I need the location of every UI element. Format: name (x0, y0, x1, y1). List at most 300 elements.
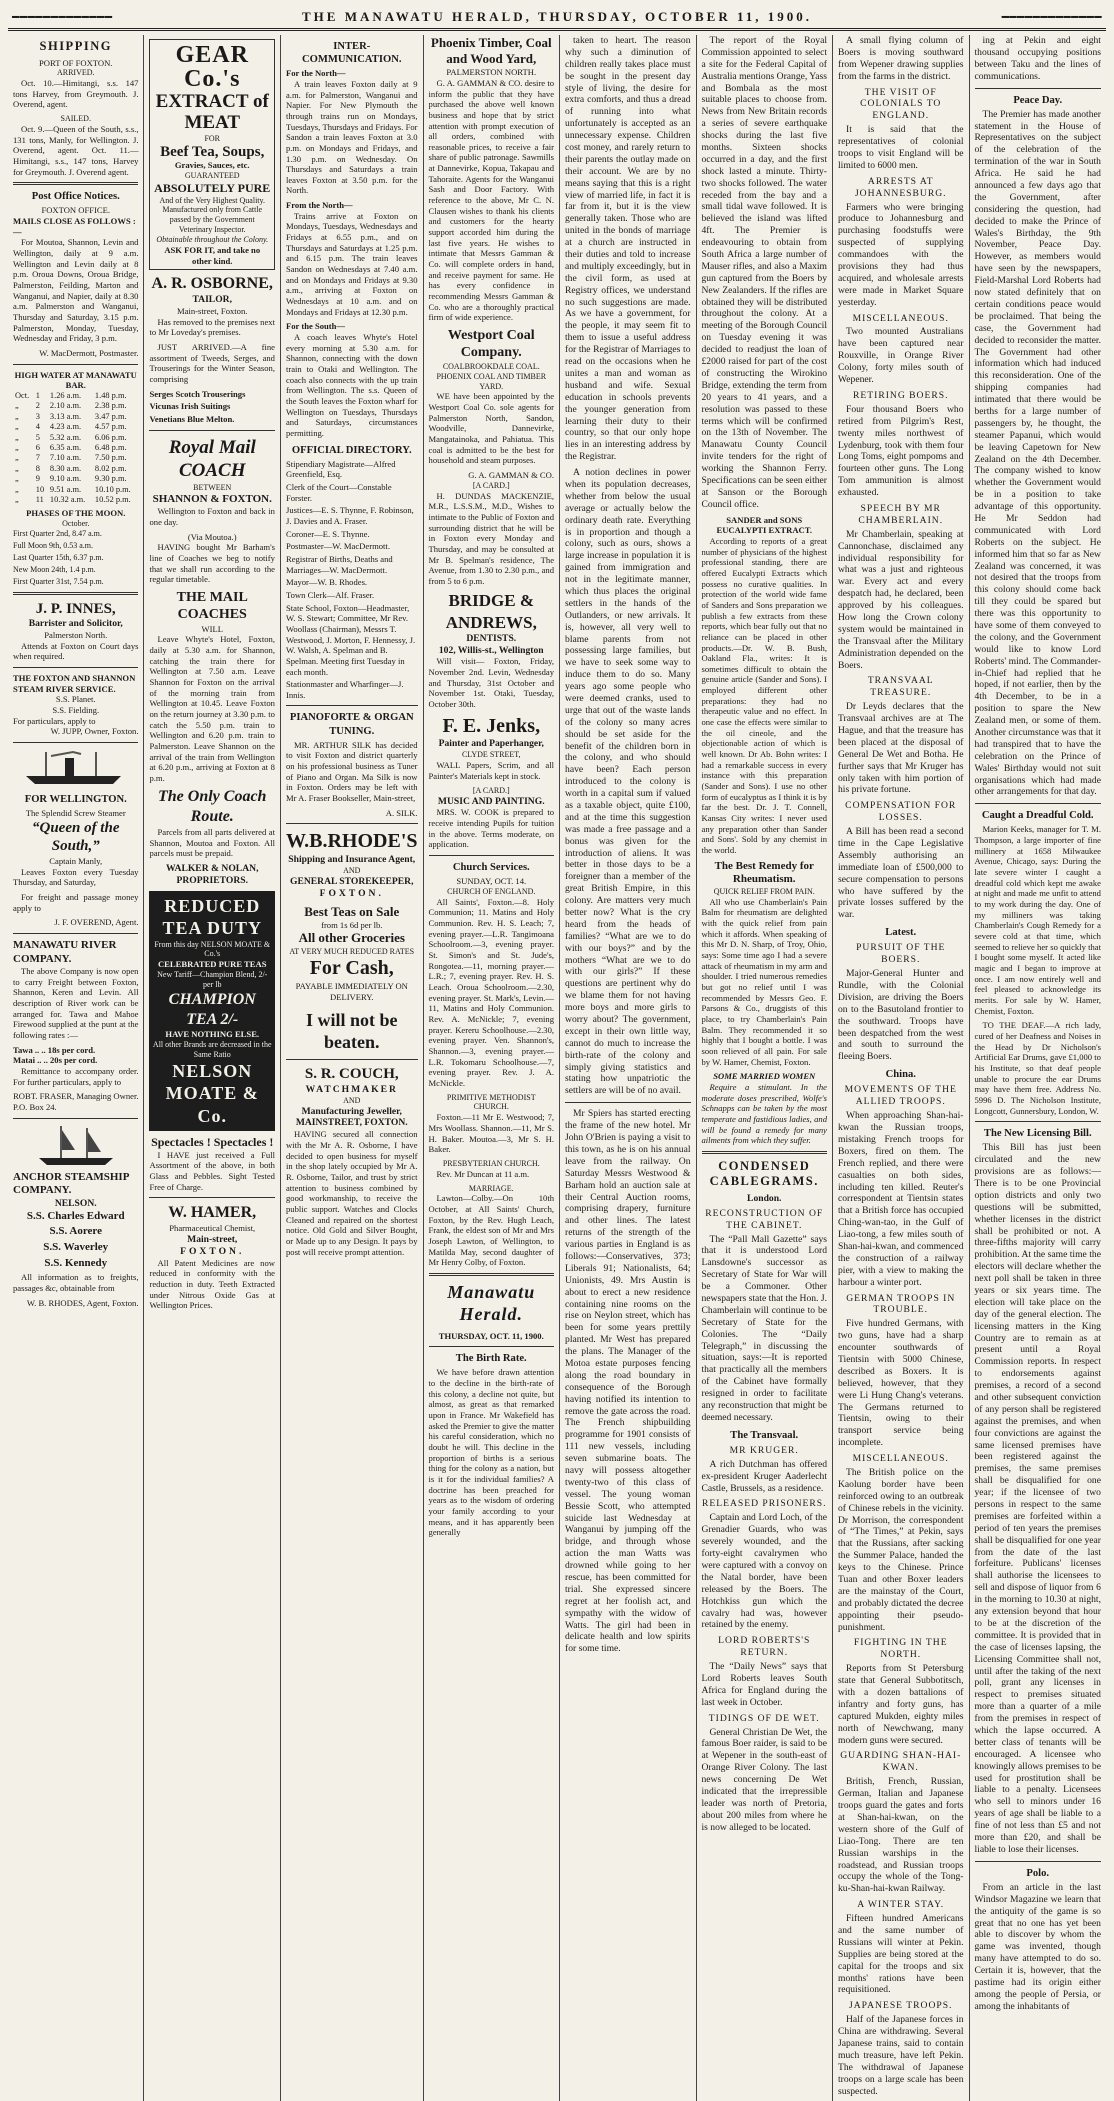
church-of-england: CHURCH OF ENGLAND. (447, 886, 536, 896)
anchor-ship-list (13, 1210, 138, 1271)
river-rate-tawa: Tawa .. .. 18s per cord. (13, 1044, 96, 1055)
westport-coal-text: WE have been appointed by the Westport Coal Co. sole agents for Palmerston North, Sandon, Woodville, Dannevirke, Mangatainoka, and Pahiatua. This coal is admitted to be the best for household and steam purposes. (428, 391, 555, 466)
primitive-methodist-text: Foxton.—11 Mr E. Westwood; 7, Mrs Woollass. Shannon.—11, Mr S. H. Baker. Moutoa.—3, Mr S. H. Baker. (428, 1112, 555, 1155)
wellington-agent: J. F. OVEREND, Agent. (54, 917, 139, 928)
tide-cell: 3.13 a.m. (49, 411, 82, 421)
transvaal-treasure-text: Dr Leyds declares that the Transvaal archives are at The Hague, and that the treasure has been placed at the disposal of General De Wet and Botha. He further says that Mr Kruger has only taken with him portion of his private fortune. (838, 701, 964, 796)
tide-cell: 11 (35, 495, 44, 505)
postmaster-sign: W. MacDermott, Postmaster. (39, 347, 139, 358)
tide-cell: Oct. (15, 390, 30, 400)
birth-rate-text-continued: taken to heart. The reason why such a diminution of children really takes place must be sought in the present day style of living, the desire for extra comforts, and thus a dread of running into what unfortunately is accepted as an unnecessary expense. Children cost money, and rarely return to their parents the outlay made on their account. We are by no means saying that this is a right view of married life, in fact it is far from it, but it is the view generally taken. Those who are united in the bonds of marriage at a church are instructed in their duties and told to increase and multiply exceedingly, but in the civil form, as used at Registry offices, we understand no such suggestions are made. As we have a government, for the people, it may seem fit to them to issue a useful address for the Registrar of Marriages to read on the occasions when he unites a man and woman as husband and wife. Sexual education in schools prevents the younger generation from learning their duty to their country, so that our only hope lies in an interesting address by the Registrar. (565, 35, 691, 463)
tide-cell: „ (15, 442, 19, 452)
tide-cell: 4 (35, 422, 40, 432)
nelson-moate-line-5: All other Brands are decreased in the Same Ratio (152, 1040, 272, 1059)
river-company-text-2: Remittance to accompany order. For further particulars, apply to (13, 1066, 139, 1087)
rhodes-title: W.B.RHODE'S (285, 830, 418, 853)
tide-cell: 1.48 p.m. (94, 390, 127, 400)
tide-cell: 10 (35, 484, 45, 494)
married-women-title: SOME MARRIED WOMEN (713, 1071, 816, 1082)
foxton-shannon-title: THE FOXTON AND SHANNON STEAM RIVER SERVICE. (13, 673, 136, 694)
colonials-visit-text: It is said that the representatives of colonial troops to visit England will be limited to 6000 men. (838, 124, 964, 171)
directory-entry: Clerk of the Court—Constable Forster. (285, 482, 392, 503)
gear-obtainable: Obtainable throughout the Colony. (156, 235, 269, 245)
divider (13, 1118, 138, 1119)
mackenzie-text: H. DUNDAS MACKENZIE, M.R., L.S.S.M., M.D., Wishes to intimate to the Public of Foxton and surrounding district that he will be in Foxton every Monday and Thursday, and may be consulted at Mr B. Spelman's residence, The Avenue, from 1.30 to 2.30 p.m., and from 5 to 6 p.m. (428, 490, 555, 586)
couch-trade: WATCHMAKER (305, 1083, 398, 1095)
wellington-text: Leaves Foxton every Tuesday Thursday, and Saturday, (13, 866, 139, 888)
tide-table (13, 391, 138, 506)
church-services-title: Church Services. (452, 862, 530, 874)
tide-cell: 2 (35, 401, 40, 411)
foxton-shannon-ship: S.S. Planet. (55, 694, 96, 705)
gear-gravies: Gravies, Sauces, etc. (174, 160, 250, 171)
tide-cell: 6 (35, 442, 40, 452)
rheumatism-sub: QUICK RELIEF FROM PAIN. (713, 886, 815, 896)
column-2 (144, 35, 281, 2101)
tide-cell: „ (15, 474, 19, 484)
gear-extract: EXTRACT of MEAT (155, 90, 269, 133)
osborne-item: Venetians Blue Melton. (149, 414, 235, 425)
tide-cell: 7 (35, 453, 40, 463)
anchor-ship-name: S.S. Waverley (43, 1241, 109, 1254)
tide-cell: 7.50 p.m. (94, 453, 127, 463)
nelson-moate-champion: CHAMPION TEA 2/- (168, 990, 256, 1028)
divider (429, 855, 555, 856)
nelson-moate-advert (149, 891, 275, 1131)
herald-title: Manawatu Herald. (447, 1282, 536, 1325)
divider (286, 705, 418, 706)
lord-roberts-title: LORD ROBERTS'S RETURN. (718, 1635, 811, 1659)
de-wet-text: General Christian De Wet, the famous Boer raider, is said to be at Wepener in the south-east of Orange River Colony. The last news concerning De Wet indicated that the irrepressible leader was north of Pretoria, about 200 miles from where he is now alleged to be located. (701, 1726, 827, 1833)
river-rate-matai: Matai .. .. 20s per cord. (13, 1055, 98, 1066)
couch-and: AND (343, 1095, 361, 1105)
foxton-shannon-agent: W. JUPP, Owner, Foxton. (50, 726, 139, 737)
osborne-place: Main-street, Foxton. (177, 306, 248, 317)
tide-cell: „ (15, 495, 19, 505)
spectacles-title: Spectacles ! Spectacles ! (151, 1134, 274, 1149)
birth-rate-title: The Birth Rate. (455, 1353, 527, 1365)
directory-entry: Justices—E. S. Thynne, F. Robinson, J. Davies and A. Fraser. (285, 505, 414, 526)
tide-row (13, 474, 138, 484)
church-services-date: SUNDAY, OCT. 14. (456, 876, 527, 887)
royal-mail-route: SHANNON & FOXTON. (152, 492, 272, 505)
card-label-2: [A CARD.] (472, 785, 510, 795)
phoenix-text: G. A. GAMMAN & CO. desire to inform the public that they have purchased the above well known business and hope that by strict attention with prompt execution of all orders, combined with reasonable prices, to receive a fair share of public patronage. Sawmills at Dannevirke, Kopua, Takapau and Tahoraite. Agents for the Wanganui Sash and Door Factory. With reference to the above, Mr C. N. Clausen wishes to thank his clients and customers for the hearty support accorded him during the last five years. He wishes to intimate that Messrs Gamman & Co. will complete orders in hand, and receive payment for same. He has every confidence in recommending Messrs Gamman & Co. who are a thoroughly practical firm of wide experience. (428, 77, 555, 323)
masthead-rule-left: ━━━━━━━━━━━━━ (12, 9, 113, 24)
tide-cell: „ (15, 432, 19, 442)
foxton-shannon-text: For particulars, apply to (13, 715, 96, 726)
reconstruction-title: RECONSTRUCTION OF THE CABINET. (705, 1207, 824, 1231)
royal-mail-text-2: HAVING bought Mr Barham's line of Coaches we beg to notify that we shall run according to the regular timetable. (149, 542, 275, 585)
hamer-name: W. HAMER, (168, 1204, 257, 1222)
news-items: The report of the Royal Commission appointed to select a site for the Federal Capital of Australia mentions Orange, Yass and Bombala as the most suitable places to choose from. News from New Britain records a series of severe earthquake shocks during the last five months. Sixteen shocks occurred in a day, and the first shock lasted a minute. Thirty-two shocks followed. The water receded from the bay and a small tidal wave followed. It is believed the island was lifted 4ft. The Premier is endeavouring to obtain from South Africa a large number of Mauser rifles, and also a Maxim gun captured from the Boers by New Zealanders. If the rifles are obtained they will be distributed throughout the colony. At a meeting of the Borough Council on Tuesday evening it was decided to readjust the loan of £2000 raised for part of the cost of constructing the Wirokino Bridge, extending the term from 20 years to 41 years, and a resolution was passed to these terms which will be confirmed on the 13th of November. The Manawatu County Council invite tenders for the right of working the Shannon Ferry. Specifications can be seen either at Sanson or the Borough Council office. (701, 35, 828, 510)
card-label: [A CARD.] (472, 480, 510, 490)
rhodes-groceries-rates: AT VERY MUCH REDUCED RATES (289, 946, 415, 956)
rheumatism-text: All who use Chamberlain's Pain Balm for rheumatism are delighted with the quick relief from pain which it affords. When speaking of this Mr D. N. Sharp, of Troy, Ohio, says: Some time ago I had a severe attack of rheumatism in my arm and shoulder. I tried numerous remedies but got no relief until I was recommended by Messrs Geo. F. Parsons & Co., druggists of this place, to try Chamberlain's Pain Balm. They recommended it so highly that I bought a bottle. I was soon relieved of all pain. For sale by W. Hamer, Chemist, Foxton. (701, 896, 827, 1067)
moon-month: October. (62, 519, 90, 529)
guarding-text: British, French, Russian, German, Italian and Japanese troops guard the gates and forts at Shan-hai-kwan, on the western shore of the Gulf of Liao-Tong. There are ten Russian warships in the roadstead, and Russian troops occupy the whole of the Tong-ku-Shan-hai-kwan Railway. (838, 1776, 964, 1895)
innes-text: Attends at Foxton on Court days when required. (13, 640, 139, 662)
divider (149, 1197, 275, 1198)
directory-entry: Coroner—E. S. Thynne. (285, 528, 370, 539)
river-company-title: MANAWATU RIVER COMPANY. (13, 938, 117, 965)
innes-place: Palmerston North. (44, 630, 108, 641)
mail-coaches-will: WILL (201, 623, 223, 634)
winter-stay-text: Fifteen hundred Americans and the same number of Russians will winter at Pekin. Supplies are being stored at the capital for the troops and six months' rations have been requisitioned. (838, 1913, 964, 1996)
tide-row (13, 485, 138, 495)
divider (13, 592, 138, 595)
mail-coaches-title: THE MAIL COACHES (176, 589, 248, 623)
german-troops-title: GERMAN TROOPS IN TROUBLE. (846, 1292, 956, 1316)
osborne-text: Has removed to the premises next to Mr Loveday's premises. (149, 316, 275, 338)
tide-cell: 4.23 a.m. (49, 422, 82, 432)
church-services-text: All Saints', Foxton.—8. Holy Communion; 11. Matins and Holy Communion. Rev. H. S. Leach; 7, evening prayer.—L.R. Tangimoana Schoolroom.—3, evening prayer. St. Simon's and St. Jude's, Rongotea.—11, morning prayer.—L.R.; 7, evening prayer. Rev. H. S. Leach. Oroua Schoolroom.—2.30, evening prayer. St. Mark's, Levin.—11, Matins and Holy Communion. Rev. A. McNickle; 7, evening prayer. Kereru Schoolhouse.—2.30, evening prayer. Ven. Shannon's, Shannon.—3, evening prayer.—L.R. Tokomaru Schoolhouse.—7, evening prayer. Rev. J. A. McNickle. (428, 896, 555, 1088)
divider (429, 1273, 555, 1276)
bridge-andrews-title: BRIDGE & ANDREWS, (445, 591, 537, 632)
jenks-title: F. E. Jenks, (442, 714, 541, 737)
column-7 (833, 35, 970, 2101)
mails-text: For Moutoa, Shannon, Levin and Wellington, daily at 9 a.m. Wellington and Levin daily at 8 p.m. Oroua Downs, Oroua Bridge, Palmerston, Feilding, Marton and Wanganui, and Napier, daily at 8.30 a.m. Palmerston and Wanganui, Thursday and Saturday, 3.15 p.m. Palmerston, Monday, Tuesday, Wednesday and Friday, 3 p.m. (13, 237, 139, 344)
column-5 (560, 35, 696, 2101)
rhodes-cash: For Cash, (309, 957, 394, 980)
column-1 (8, 35, 144, 2101)
from-north-heading: From the North— (285, 200, 353, 211)
music-title: MUSIC AND PAINTING. (437, 795, 545, 807)
moon-phase-item: First Quarter 2nd, 8.47 a.m. (13, 529, 102, 539)
directory-entry: Stationmaster and Wharfinger—J. Innis. (285, 679, 404, 700)
rhodes-line-1: Shipping and Insurance Agent, (288, 854, 416, 866)
de-wet-title: TIDINGS OF DE WET. (708, 1712, 820, 1724)
nelson-moate-title: REDUCED TEA DUTY (162, 895, 262, 939)
pekin-text: ing at Pekin and eight thousand occupying positions between Taku and the lines of communications. (974, 35, 1101, 82)
lord-roberts-text: The “Daily News” says that Lord Roberts leaves South Africa for England during the last week in October. (701, 1661, 827, 1708)
tide-cell: 1 (35, 390, 40, 400)
arrests-text: Farmers who were bringing produce to Johannesburg and purchasing foodstuffs were suspected of supplying commandoes with the provisions they had thus acquired, and wholesale arrests were made in Market Square yesterday. (838, 201, 964, 308)
wellington-title: FOR WELLINGTON. (24, 793, 127, 805)
compensation-text: A Bill has been read a second time in the Cape Legislative Assembly authorising an immediate loan of £500,000 to secure compensation to persons who have suffered by the private losses suffered by the war. (838, 826, 964, 921)
miscellaneous-2-title: MISCELLANEOUS. (852, 1453, 949, 1465)
eucalypti-text: According to reports of a great number of physicians of the highest professional standing, there are offered Eucalypti Extracts which possess no curative qualities. In protection of the world wide fame of Sanders and Sons preparation we publish a few extracts from these reports, which bear fully out that no reliance can be placed in other products.—Dr. W. B. Bush, Oakland Fla., writes: It is sometimes difficult to obtain the genuine article (Sander and Sons). I employed different other preparations: they had no therapeutic value and no effect. In one case the effects were similar to the oil cineole, and the objectionable action of which is well known. Dr Ab. Bohn writes: I had a remarkable success in every instance with this preparation (Sander and Sons). I use no other form of eucalyptus as I think it is by far the best. Dr. J. T. Connell, Kansas City writes: I never used any preparation other than Sander and Sons'. Sold by any chemist in the world. (701, 535, 827, 855)
jenks-street: CLYDE STREET, (461, 750, 521, 760)
herald-date: THURSDAY, OCT. 11, 1900. (438, 1330, 544, 1341)
tide-cell: 2.38 p.m. (94, 401, 127, 411)
gear-pure: ABSOLUTELY PURE (154, 180, 271, 195)
columns (8, 35, 1106, 2097)
marriage-text: Lawton—Colby.—On 10th October, at All Saints' Church, Foxton, by the Rev. Hugh Leach, Frank, the eldest son of Mr and Mrs Joseph Lawton, of Wellington, to Matilda May, second daughter of Mr Henry Colby, of Foxton. (428, 1193, 555, 1268)
kruger-text: A rich Dutchman has offered ex-president Kruger Aaderlecht Castle, Brussels, as a residence. (701, 1458, 827, 1494)
osborne-text-2: JUST ARRIVED.—A fine assortment of Tweeds, Serges, and Trouserings for the Winter Season, comprising (149, 342, 275, 385)
pursuit-title: PURSUIT OF THE BOERS. (856, 942, 946, 966)
gear-beef-tea: Beef Tea, Soups, (160, 143, 265, 160)
dreadful-cold-title: Caught a Dreadful Cold. (981, 810, 1094, 822)
rhodes-tea: Best Teas on Sale (304, 903, 400, 919)
moon-phase-item: Full Moon 9th, 0.53 a.m. (13, 540, 94, 550)
anchor-ship-name: S.S. Aorere (49, 1225, 102, 1238)
bridge-andrews-text: Will visit— Foxton, Friday, November 2nd. Levin, Wednesday and Thursday, 31st October and November 1st. Otaki, Tuesday, October 30th. (428, 656, 555, 710)
marriage-title: MARRIAGE. (468, 1183, 514, 1193)
birth-rate-text-2: A notion declines in power when its population decreases, whether from below the usual average or actually below the ordinary death rate. Everything is in proportion and though a colony, such as ours, shows a large increase in population it is gained from immigration and not in the legitimate manner, which thus places the original settlers in the hands of the Outlanders, or new arrivals. It is, however, all very well to blame parents from not possessing large families, but we have to seek some way to induce them to do so. Many years ago some people who were deemed cranks, used to urge that out of the waste lands of the colony so many acres should be set aside for the benefit of the children born in the colony, and who should have been? Each person introduced to the colony is worth in a capital sum if valued as a taxable object, quite £100, and at the time this suggestion was made a free passage and a bonus was given for the introduction of aliens. It was better in those days to be a foreigner than a member of the great British Empire, in this colony. Are matters very much better now? What is the cry heard from the heads of families? “What are we to do with our boys?” and by the mothers “What are we to do with our girls?” If these questions are pertinent why do we blame them for not having more boys and more girls to worry about? The government, except in their own little way, cannot do much to increase the birth-rate of the colony and simply giving statistics and stating how unpatriotic the settlers are will be of no avail. (565, 467, 691, 1097)
peace-day-text: The Premier has made another statement in the House of Representatives on the subject of the celebration of the termination of the war in South Africa. He said he had announced a few days ago that the Government, after considering the question, had decided to make the Prince of Wales's Birthday, the 9th November, Peace Day. However, as members would have seen by the newspapers, Field-Marshal Lord Roberts had now stated definitely that on certain conditions peace would be proclaimed. That being the case, the Government had decided to reconsider the matter. The Government had other information which had induced this reconsideration. One of the shipping companies had intimated that there would be berths for a large number of passengers by, he thought, the steamer Papanui, which would be leaving Capetown for New Zealand on the 4th December. The company wished to know whether the Government would be in a position to take advantage of this opportunity. He Mr Seddon had communicated with Lord Roberts on the subject. He informed him that so far as New Zealand was concerned, it was not desired that the troops from this colony should come back till they could be spared but there was this opportunity to have some of them conveyed to the colony, and the Government would like to know Lord Roberts' mind. The Commander-in-Chief had replied that he hoped, if not earlier, then by the 4th December, to be in a position to spare the New Zealand men, or some of them. Another circumstance was that it had transpired that to have the celebration on the Prince of Wales' Birthday would not suit organisations which had made other arrangements for that day. (974, 108, 1101, 798)
licensing-bill-title: The New Licensing Bill. (983, 1128, 1092, 1140)
steamship-icon (21, 748, 131, 788)
pianoforte-title: PIANOFORTE & ORGAN TUNING. (289, 712, 414, 737)
tide-row (13, 443, 138, 453)
tide-cell: 10.52 p.m. (94, 495, 131, 505)
polo-text: From an article in the last Windsor Magazine we learn that the antiquity of the game is so great that no one has yet been able to discover by whom the game was invented, though many have attempted to do so. Certain it is, however, that the pastime had its origin either among the people of Persia, or among the inhabitants of (974, 1881, 1101, 2012)
post-office-name: FOXTON OFFICE. (41, 205, 111, 216)
divider (286, 1059, 418, 1060)
gear-title: GEAR Co.'s (175, 42, 249, 93)
music-text: MRS. W. COOK is prepared to receive intending Pupils for tuition in the above. Terms moderate, on application. (428, 807, 555, 850)
river-company-agent: ROBT. FRASER, Managing Owner. (13, 1091, 139, 1102)
rhodes-and: AND (343, 866, 361, 875)
rhodes-cash-terms: PAYABLE IMMEDIATELY ON DELIVERY. (295, 981, 408, 1002)
german-troops-text: Five hundred Germans, with two guns, have had a sharp encounter southwards of Tientsin with 5000 Chinese, described as Boxers. It is believed, however, that they were Li Hung Chang's veterans. The Germans returned to Tientsin, owing to their transport service being incomplete. (838, 1318, 964, 1449)
tide-cell: „ (15, 401, 19, 411)
river-company-text: The above Company is now open to carry Freight between Foxton, Shannon, Keren and Levin. All description of River work can be arranged for. Tawa and Mahoe Firewood supplied at the punt at the following rates :— (13, 966, 139, 1041)
nelson-moate-line-4: HAVE NOTHING ELSE. (165, 1029, 260, 1040)
tide-row (13, 412, 138, 422)
gear-guaranteed: GUARANTEED (184, 170, 240, 180)
royal-mail-between: BETWEEN (193, 482, 232, 492)
jenks-text: WALL Papers, Scrim, and all Painter's Materials kept in stock. (428, 760, 555, 781)
official-directory-title: OFFICIAL DIRECTORY. (291, 444, 412, 456)
tide-cell: 6.06 p.m. (94, 432, 127, 442)
osborne-trade: TAILOR, (192, 294, 232, 306)
released-prisoners-text: Captain and Lord Loch, of the Grenadier Guards, who was severely wounded, and the forty-eight cavalrymen who were captured with a convoy on the Natal border, have been released by the Boers. The Hotchkiss gun which the cavalry had was, however retained by the enemy. (701, 1512, 827, 1631)
couch-trade-2: Manufacturing Jeweller, (301, 1105, 402, 1117)
chamberlain-speech-title: SPEECH BY MR CHAMBERLAIN. (858, 502, 944, 526)
wellington-intro: The Splendid Screw Steamer (25, 808, 126, 819)
tide-row (13, 495, 138, 505)
coach-route-proprietors: WALKER & NOLAN, PROPRIETORS. (165, 863, 259, 886)
miscellaneous-title: MISCELLANEOUS. (852, 312, 949, 324)
divider (13, 667, 138, 668)
royal-mail-via: (Via Moutoa.) (187, 531, 237, 542)
pianoforte-sign: A. SILK. (385, 807, 418, 818)
eucalypti-title: SANDER and SONS EUCALYPTI EXTRACT. (716, 514, 812, 536)
tide-title: HIGH WATER AT MANAWATU BAR. (14, 369, 137, 391)
spectacles-text: I HAVE just received a Full Assortment of the above, in both Glass and Pebbles. Sight Tested Free of Charge. (149, 1149, 275, 1192)
innes-title: Barrister and Solicitor, (28, 618, 123, 630)
tide-cell: „ (15, 484, 19, 494)
osborne-item-list (149, 389, 275, 425)
divider (975, 88, 1101, 89)
married-women-text: Require a stimulant. In the moderate doses prescribed, Wolfe's Schnapps can be taken by the most temperate and fastidious ladies, and will be found a remedy for many ailments from which they suffer. (701, 1081, 827, 1146)
retiring-boers-text: Four thousand Boers who retired from Pilgrim's Rest, twenty miles northwest of Lydenburg, took with them four Long Toms, eight pompoms and fourteen other guns. The Long Tom ammunition is almost exhausted. (838, 403, 964, 499)
column-6 (697, 35, 834, 2101)
miscellaneous-text: Two mounted Australians have been captured near Rouxville, in Orange River Colony, forty miles south of Wepener. (838, 326, 964, 386)
post-office-title: Post Office Notices. (31, 191, 120, 203)
directory-entry: Stipendiary Magistrate—Alfred Greenfield, Esq. (285, 458, 396, 480)
port-label: PORT OF FOXTON. (39, 57, 113, 68)
divider (13, 364, 138, 365)
polo-title: Polo. (1026, 1867, 1050, 1879)
royal-mail-text: Wellington to Foxton and back in one day. (149, 506, 275, 527)
divider (975, 1121, 1101, 1122)
bridge-andrews-sub: DENTISTS. (466, 632, 517, 644)
jenks-sub: Painter and Paperhanger, (438, 738, 544, 750)
wellington-ship: “Queen of the South,” (31, 819, 120, 855)
mails-heading: MAILS CLOSE AS FOLLOWS :— (13, 216, 136, 237)
chamberlain-speech-text: Mr Chamberlain, speaking at Cannonchase, disclaimed any individual responsibility for what was a just and righteous war. Every act and every despatch had, he declared, been approved by his colleagues. How long the Crown colony system would be maintained in the Transvaal after the Military Administration depended on the Boers. (838, 528, 964, 671)
presbyterian-text: Rev. Mr Duncan at 11 a.m. (436, 1168, 530, 1179)
presbyterian-title: PRESBYTERIAN CHURCH. (442, 1158, 540, 1168)
for-south-text: A coach leaves Whyte's Hotel every morning at 5.30 a.m. for Shannon, connecting with the down train to Otaki and Wellington. The coach also connects with the up train from Wellington. The s.s. Queen of the South leaves the Foxton wharf for Wellington on Tuesdays, Thursdays and Saturdays, circumstances permitting. (285, 332, 418, 438)
directory-entry: Mayor—W. B. Rhodes. (285, 577, 368, 588)
hamer-street: Main-street, (187, 1233, 238, 1245)
tide-cell: 7.10 a.m. (49, 453, 82, 463)
moon-phase-item: Last Quarter 15th, 6.37 p.m. (13, 552, 104, 562)
sailed-label: SAILED. (60, 114, 91, 124)
directory-entry: Registrar of Births, Deaths and Marriages—W. MacDermott. (285, 553, 393, 575)
osborne-name: A. R. OSBORNE, (151, 275, 273, 293)
pianoforte-text: MR. ARTHUR SILK has decided to visit Foxton and district quarterly on his professional business as Tuner of Piano and Organ. Ma Silk is now in Foxton. Orders may be left with Mr A. Fraser Bookseller, Main-street, (285, 739, 418, 803)
tide-cell: 9.10 a.m. (49, 474, 82, 484)
nelson-moate-line-2: CELEBRATED PURE TEAS (157, 959, 267, 970)
sailed-text: Oct. 9.—Queen of the South, s.s., 131 tons, Manly, for Wellington. J. Overend, agent. Oct. 11.—Himitangi, s.s., 147 tons, Harvey for Greymouth. J. Overend agent. (13, 123, 139, 177)
japanese-troops-title: JAPANESE TROOPS. (849, 2000, 953, 2012)
kruger-title: MR KRUGER. (729, 1444, 799, 1456)
divider (286, 823, 418, 824)
westport-coal-sub-2: PHOENIX COAL AND TIMBER YARD. (436, 371, 547, 391)
osborne-item: Vicunas Irish Suitings (149, 401, 231, 412)
peace-day-title: Peace Day. (1013, 94, 1063, 106)
moon-title: PHASES OF THE MOON. (26, 508, 126, 519)
tide-row (13, 433, 138, 443)
innes-name: J. P. INNES, (35, 600, 116, 617)
transvaal-treasure-title: TRANSVAAL TREASURE. (867, 675, 934, 699)
deaf-text: TO THE DEAF.—A rich lady, cured of her Deafness and Noises in the Head by Dr Nicholson's Artificial Ear Drums, gave £1,000 to his Institute, so that deaf people unable to procure the ear Drums may have them free. Address No. 5996 D. The Nicholson Institute, Longcott, Gunnersbury, London, W. (974, 1020, 1101, 1116)
tide-row (13, 464, 138, 474)
westport-coal-title: Westport Coal Company. (447, 327, 535, 361)
tide-row (13, 422, 138, 432)
tide-cell: 10.10 p.m. (94, 484, 131, 494)
tide-cell: 3 (35, 411, 40, 421)
arrived-label: ARRIVED. (56, 68, 95, 78)
divider (13, 182, 138, 185)
moon-phase-item: New Moon 24th, 1.4 p.m. (13, 564, 96, 574)
tide-cell: 8 (35, 463, 40, 473)
hamer-trade: Pharmaceutical Chemist, (169, 1223, 256, 1234)
column-8 (970, 35, 1106, 2101)
reconstruction-text: The “Pall Mall Gazette” says that it is understood Lord Lansdowne's successor as Secretary of State for War will be a Commoner. Other newspapers state that the Hon. J. Chamberlain will continue to be Secretary of State for the Colonies. The “Daily Telegraph,” in discussing the situation, says:—It is reported that practically all the members of the Cabinet have formally resigned in order to facilitate any reconstruction that might be deemed necessary. (701, 1233, 827, 1423)
tide-row (13, 401, 138, 411)
dreadful-cold-text: Marion Keeks, manager for T. M. Thompson, a large importer of fine millinery at 1658 Milwaukee Avenue, Chicago, says: During the late severe winter I caught a dreadful cold which kept me awake at night and made me unfit to attend to my work during the day. One of my milliners was taking Chamberlain's Cough Remedy for a severe cold at that time, which seemed to relieve her so quickly that I bought some myself. It acted like magic and I began to improve at once. I am now entirely well and feel pleased to acknowledge its merits. For sale by W. Hamer, Chemist, Foxton. (974, 824, 1101, 1016)
allied-troops-title: MOVEMENTS OF THE ALLIED TROOPS. (844, 1084, 957, 1108)
moon-phase-item: First Quarter 31st, 7.54 p.m. (13, 576, 104, 586)
foxton-shannon-ship-2: S.S. Fielding. (52, 705, 100, 715)
tide-cell: 4.57 p.m. (94, 422, 127, 432)
tide-cell: 1.26 a.m. (49, 390, 82, 400)
japanese-troops-text: Half of the Japanese forces in China are withdrawing. Several Japanese trains, said to contain much treasure, have left Pekin. The withdrawal of Japanese troops on a large scale has been suspected. (838, 2014, 964, 2097)
nelson-moate-name: NELSON MOATE & Co. (165, 1060, 259, 1126)
column-4 (424, 35, 561, 2101)
divider (975, 803, 1101, 804)
arrests-title: ARRESTS AT JOHANNESBURG. (854, 175, 947, 199)
directory-entry: State School, Foxton—Headmaster, W. S. Stewart; Committee, Mr Rev. Woollass (Chairman), Messrs T. Westwood, J. Morton, F. Hennessy, J. W. Walsh, A. Spelman and B. Spelman. Meeting first Tuesday in each month. (285, 602, 416, 677)
rhodes-tea-price: from 1s 6d per lb. (321, 919, 383, 930)
masthead (8, 6, 1106, 31)
coach-route-text: Parcels from all parts delivered at Shannon, Moutoa and Foxton. All parcels must be prepaid. (149, 827, 275, 859)
river-company-box: P.O. Box 24. (13, 1102, 57, 1112)
anchor-agent: W. B. RHODES, Agent, Foxton. (26, 1297, 139, 1308)
wellington-apply: For freight and passage money apply to (13, 891, 139, 913)
latest-title: Latest. (885, 927, 917, 939)
fighting-north-text: Reports from St Petersburg state that General Subbotitsch, with a dozen battalions of infantry and forty guns, has captured Mukden, eighty miles north of Newchwang, many modern guns were secured. (838, 1663, 964, 1746)
miscellaneous-2-text: The British police on the Kaolung border have been reinforced owing to an outbreak of Chinese rebels in the vicinity. Dr Morrison, the correspondent of “The Times,” at Pekin, says that the Russians, after sacking the Summer Palace, handed the keys to the Chinese. Prince Tuan and other Boxer leaders are the mainstay of the Court, and probably dictated the decree appointing their pseudo-punishment. (838, 1467, 964, 1633)
intercommunication-title: INTER-COMMUNICATION. (301, 41, 402, 66)
masthead-rule-right: ━━━━━━━━━━━━━ (1001, 9, 1102, 24)
anchor-ship-name: S.S. Kennedy (44, 1256, 108, 1269)
phoenix-title: Phoenix Timber, Coal and Wood Yard, (430, 35, 552, 67)
for-north-heading: For the North— (285, 68, 346, 79)
divider (13, 933, 138, 934)
tide-cell: „ (15, 422, 19, 432)
primitive-methodist-title: PRIMITIVE METHODIST CHURCH. (446, 1092, 536, 1112)
westport-coal-sign: G. A. GAMMAN & CO. (468, 470, 555, 480)
masthead-title: THE MANAWATU HERALD, THURSDAY, OCTOBER 11, 1900. (302, 9, 812, 24)
tide-cell: „ (15, 453, 19, 463)
tide-row (13, 391, 138, 401)
rhodes-town: FOXTON. (319, 887, 384, 899)
shipping-title: SHIPPING (39, 39, 112, 53)
tide-cell: 9 (35, 474, 40, 484)
rhodes-line-2: GENERAL STOREKEEPER, (289, 875, 414, 887)
tide-cell: 5 (35, 432, 40, 442)
licensing-bill-text: This Bill has just been circulated and the new provisions are as follows:—There is to be one Provincial option districts and only two questions will be submitted, whether licenses in the district shall be prohibited or not. A three-fifths majority will carry prohibition. At the same time the electors will declare whether the next poll shall be taken in three years or six years time. The election will take place on the day of the general election. The licensing matters in the King Country are to remain as at present until a Royal Commission reports. In respect to endorsements against premises, a record of a second and other subsequent conviction of any person shall be registered against the premises, and when four convictions are against the same licensed premises have been registered against the premises, the same premises shall be disqualified for one year; if the licensee of two persons in respect to the same premises are forfeited within a period of ten years the premises shall be disqualified for one year from the date of the last forfeiture. Publicans' licenses shall authorise the licensees to sell and dispose of liquor from 6 in the morning to 10.30 at night, any extension beyond that hour to be at the discretion of the committee. It is provided that in the case of licenses lapsing, the Licensing Committee shall not, until after the taking of the next poll, grant any licenses in respect to premises situated more than a quarter of a mile from the premises in respect of which the lapse occurred. A better class of tenants will be encouraged. A licensee who knowingly allows premises to be used for prostitution shall be liable to a penalty. Licensees who sell to minors under 16 years of age shall be liable to a fine of not less than £5 and not more than £20, and shall be liable to lose their licenses. (974, 1142, 1101, 1855)
not-beaten-slogan: I will not be beaten. (305, 1009, 398, 1052)
divider (429, 1346, 555, 1347)
for-south-heading: For the South— (285, 321, 346, 332)
couch-name: S. R. COUCH, (304, 1066, 399, 1083)
osborne-item: Serges Scotch Trouserings (149, 388, 246, 399)
moon-list (13, 529, 138, 587)
gear-quality: And of the Very Highest Quality. Manufactured only from Cattle passed by the Government Veterinary Inspector. (159, 195, 265, 235)
winter-stay-title: A WINTER STAY. (857, 1899, 945, 1911)
divider (702, 1151, 828, 1154)
cablegrams-title: CONDENSED CABLEGRAMS. (709, 1158, 819, 1189)
divider (565, 1102, 690, 1103)
divider (13, 742, 138, 743)
westport-coal-sub: COALBROOKDALE COAL. (442, 361, 540, 371)
from-north-text: Trains arrive at Foxton on Mondays, Tuesdays, Wednesdays and Fridays at 6.55 p.m., and on Thursdays and Saturdays at 1.25 p.m. and 6.15 p.m. The train leaves Sandon on Wednesdays at 7.40 a.m. and on Mondays and Fridays at 9.30 a.m., arriving at Foxton on Wednesdays at 10 a.m. and on Mondays and Fridays at 12.30 p.m. (285, 210, 418, 317)
tide-cell: „ (15, 411, 19, 421)
boers-text: A small flying column of Boers is moving southward from Wepener drawing supplies from the farms in the district. (838, 35, 964, 82)
released-prisoners-title: RELEASED PRISONERS. (701, 1498, 827, 1510)
tide-cell: 9.51 a.m. (49, 484, 82, 494)
tide-cell: 9.30 p.m. (94, 474, 127, 484)
nelson-moate-line-3: New Tariff—Champion Blend, 2/- per lb (157, 969, 268, 989)
tide-cell: 3.47 p.m. (94, 411, 127, 421)
tide-cell: 6.48 p.m. (94, 442, 127, 452)
divider (149, 430, 275, 431)
hamer-town: FOXTON. (180, 1245, 245, 1257)
rheumatism-title: The Best Remedy for Rheumatism. (714, 859, 814, 886)
fighting-north-title: FIGHTING IN THE NORTH. (853, 1637, 948, 1661)
tide-cell: 10.32 a.m. (49, 495, 86, 505)
tide-cell: 2.10 a.m. (49, 401, 82, 411)
nelson-moate-line-1: From this day NELSON MOATE & Co.'s (154, 939, 271, 959)
china-title: China. (885, 1069, 916, 1081)
compensation-title: COMPENSATION FOR LOSSES. (845, 800, 957, 824)
anchor-ship-name: S.S. Charles Edward (26, 1209, 125, 1222)
local-news: Mr Spiers has started erecting the frame of the new hotel. Mr John O'Brien is paying a visit to this town, as he is on his annual leave from the railway. On Saturday Messrs Westwood & Barham hold an auction sale at their Central Auction rooms, comprising drapery, furniture and other lines. The latest returns of the strength of the various parties in England is as follows:—Conservatives, 373; Liberals 91; Nationalists, 64; Unionists, 49. Mrs Austin is about to erect a new residence containing nine rooms on the rise on Neylon street, which has been for some years prettily planted. Mr West has prepared the plans. The Manager of the Motoa estate purposes fencing along the road boundary in consequence of the Borough having notified its intention to remove the gate across the road. The French shipbuilding programme for 1901 consists of 111 new vessels, including seven submarine boats. The navy will possess altogether twenty-two of this class of vessel. The young woman Bessie Scott, who attempted suicide last Wednesday at Wanganui by jumping off the bridge, and through whose action the man Watts was drowned while going to her rescue, has been committed for trial. She expressed sincere regret at her foolish act, and sympathy with the widow of Watts. The girl had been in delicate health and low spirits for some time. (565, 1108, 691, 1655)
column-3 (281, 35, 424, 2101)
anchor-company-title: ANCHOR STEAMSHIP COMPANY. (13, 1170, 129, 1197)
guarding-title: GUARDING SHAN-HAI-KWAN. (840, 1750, 962, 1774)
anchor-text: All information as to freights, passages &c, obtainable from (13, 1272, 139, 1293)
